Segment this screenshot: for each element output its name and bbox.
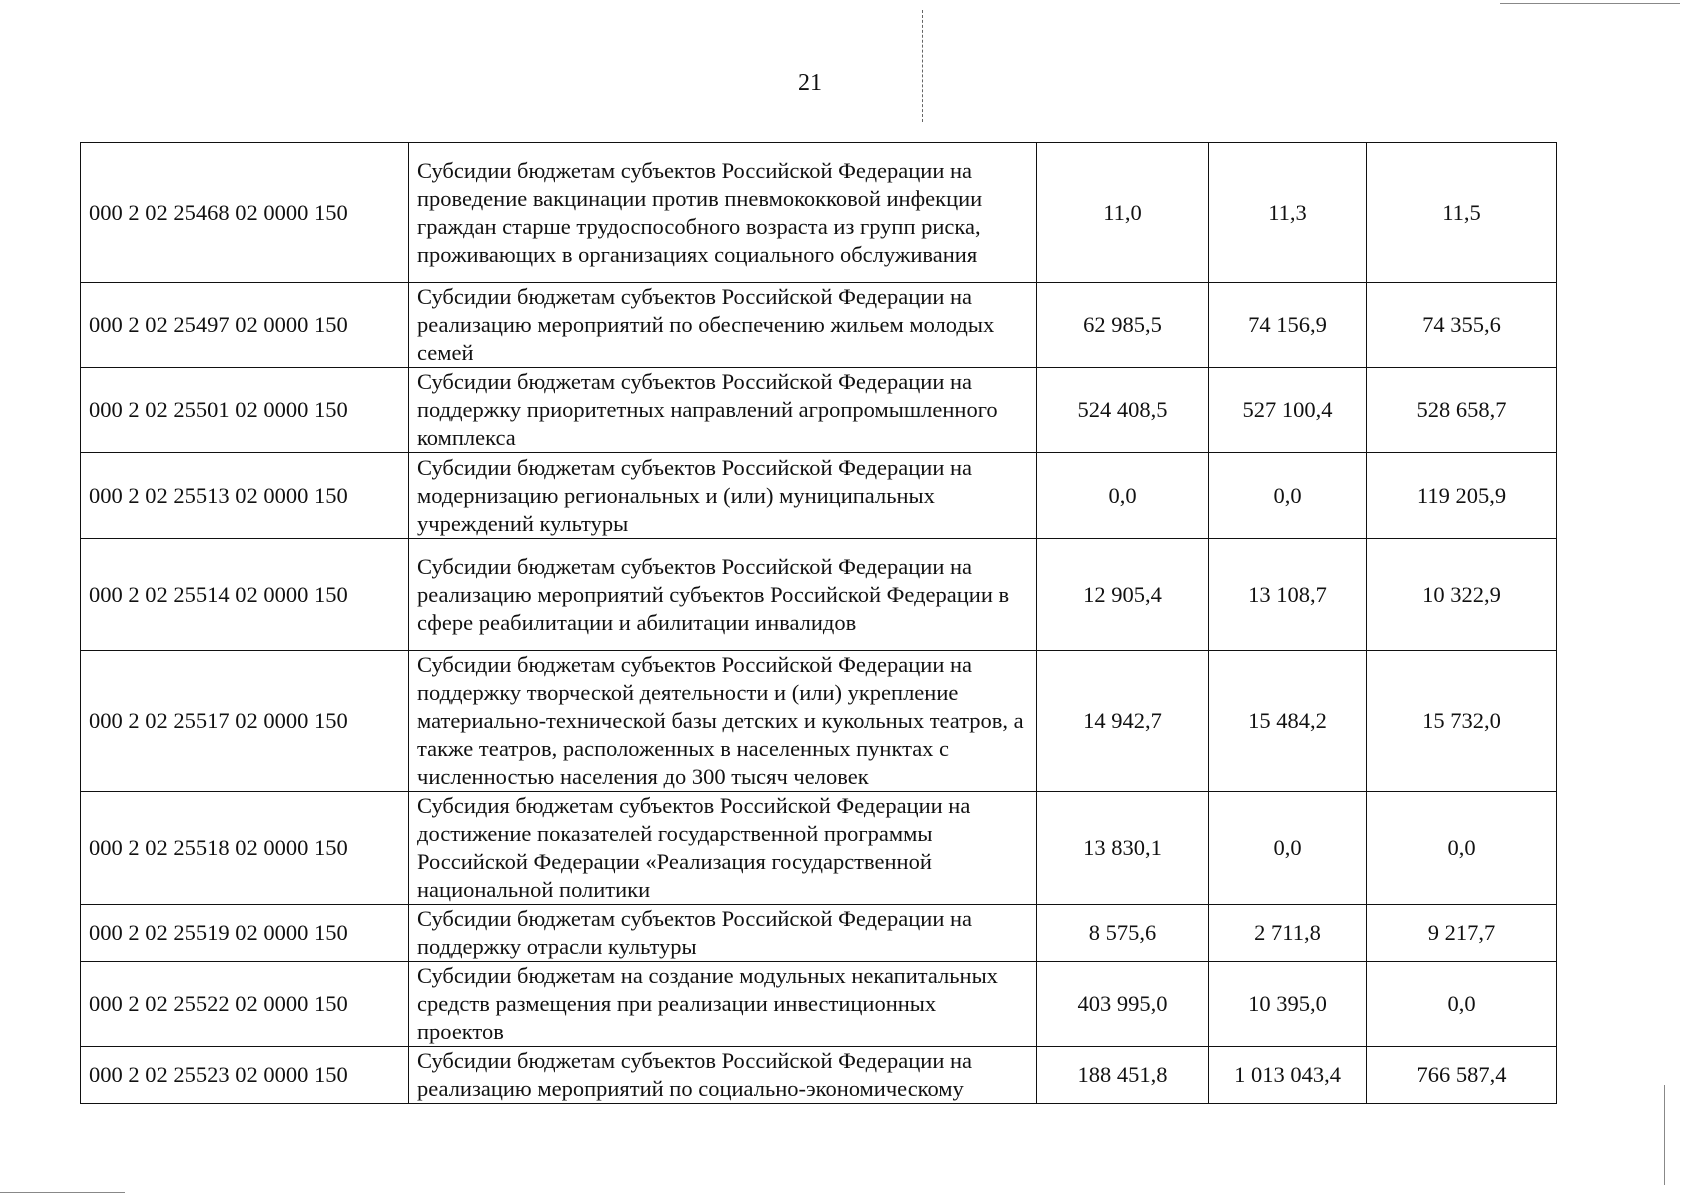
row-description: Субсидии бюджетам субъектов Российской Федерации на поддержку отрасли культуры bbox=[409, 905, 1037, 962]
value-col-3: 119 205,9 bbox=[1367, 453, 1557, 539]
value-col-3: 15 732,0 bbox=[1367, 651, 1557, 792]
value-col-3: 9 217,7 bbox=[1367, 905, 1557, 962]
table-row bbox=[81, 539, 1557, 651]
row-description: Субсидии бюджетам субъектов Российской Федерации на поддержку приоритетных направлений агропромышленного комплекса bbox=[409, 368, 1037, 453]
value-col-1: 0,0 bbox=[1037, 453, 1209, 539]
budget-code: 000 2 02 25513 02 0000 150 bbox=[81, 453, 409, 539]
value-col-1: 188 451,8 bbox=[1037, 1047, 1209, 1104]
budget-table bbox=[80, 142, 1557, 1104]
budget-code: 000 2 02 25517 02 0000 150 bbox=[81, 651, 409, 792]
budget-code: 000 2 02 25514 02 0000 150 bbox=[81, 539, 409, 651]
table-row bbox=[81, 283, 1557, 368]
budget-code: 000 2 02 25519 02 0000 150 bbox=[81, 905, 409, 962]
value-col-2: 15 484,2 bbox=[1209, 651, 1367, 792]
row-description: Субсидии бюджетам субъектов Российской Федерации на модернизацию региональных и (или) муниципальных учреждений культуры bbox=[409, 453, 1037, 539]
row-description: Субсидии бюджетам субъектов Российской Федерации на реализацию мероприятий по социально-экономическому bbox=[409, 1047, 1037, 1104]
budget-code: 000 2 02 25522 02 0000 150 bbox=[81, 962, 409, 1047]
value-col-1: 12 905,4 bbox=[1037, 539, 1209, 651]
table-row bbox=[81, 792, 1557, 905]
value-col-1: 403 995,0 bbox=[1037, 962, 1209, 1047]
value-col-3: 0,0 bbox=[1367, 792, 1557, 905]
value-col-2: 0,0 bbox=[1209, 453, 1367, 539]
budget-code: 000 2 02 25497 02 0000 150 bbox=[81, 283, 409, 368]
value-col-2: 2 711,8 bbox=[1209, 905, 1367, 962]
row-description: Субсидия бюджетам субъектов Российской Федерации на достижение показателей государственной программы Российской Федерации «Реализация государственной национальной политики bbox=[409, 792, 1037, 905]
page-number: 21 bbox=[798, 70, 822, 96]
row-description: Субсидии бюджетам субъектов Российской Федерации на поддержку творческой деятельности и (или) укрепление материально-технической базы детских и кукольных театров, а также театров, расположенных в населенных пунктах с численностью населения до 300 тысяч человек bbox=[409, 651, 1037, 792]
value-col-3: 74 355,6 bbox=[1367, 283, 1557, 368]
row-description: Субсидии бюджетам на создание модульных некапитальных средств размещения при реализации инвестиционных проектов bbox=[409, 962, 1037, 1047]
value-col-1: 14 942,7 bbox=[1037, 651, 1209, 792]
table-row bbox=[81, 651, 1557, 792]
value-col-2: 13 108,7 bbox=[1209, 539, 1367, 651]
value-col-2: 527 100,4 bbox=[1209, 368, 1367, 453]
budget-code: 000 2 02 25501 02 0000 150 bbox=[81, 368, 409, 453]
value-col-3: 0,0 bbox=[1367, 962, 1557, 1047]
value-col-1: 524 408,5 bbox=[1037, 368, 1209, 453]
table-row bbox=[81, 1047, 1557, 1104]
value-col-3: 528 658,7 bbox=[1367, 368, 1557, 453]
table-row bbox=[81, 962, 1557, 1047]
row-description: Субсидии бюджетам субъектов Российской Федерации на реализацию мероприятий субъектов Российской Федерации в сфере реабилитации и абилитации инвалидов bbox=[409, 539, 1037, 651]
table-row bbox=[81, 905, 1557, 962]
budget-code: 000 2 02 25518 02 0000 150 bbox=[81, 792, 409, 905]
row-description: Субсидии бюджетам субъектов Российской Федерации на проведение вакцинации против пневмококковой инфекции граждан старше трудоспособного возраста из групп риска, проживающих в организациях социального обслуживания bbox=[409, 143, 1037, 283]
value-col-3: 10 322,9 bbox=[1367, 539, 1557, 651]
scan-fold-line bbox=[922, 10, 923, 122]
value-col-3: 11,5 bbox=[1367, 143, 1557, 283]
value-col-3: 766 587,4 bbox=[1367, 1047, 1557, 1104]
scan-artifact-top-right bbox=[1500, 3, 1680, 4]
value-col-2: 0,0 bbox=[1209, 792, 1367, 905]
table-row bbox=[81, 453, 1557, 539]
value-col-2: 74 156,9 bbox=[1209, 283, 1367, 368]
table-row bbox=[81, 143, 1557, 283]
value-col-2: 1 013 043,4 bbox=[1209, 1047, 1367, 1104]
value-col-1: 11,0 bbox=[1037, 143, 1209, 283]
value-col-1: 13 830,1 bbox=[1037, 792, 1209, 905]
table-row bbox=[81, 368, 1557, 453]
budget-code: 000 2 02 25523 02 0000 150 bbox=[81, 1047, 409, 1104]
scan-artifact-right-edge bbox=[1664, 1085, 1665, 1185]
scan-artifact-bottom-left bbox=[0, 1192, 125, 1193]
value-col-2: 10 395,0 bbox=[1209, 962, 1367, 1047]
value-col-1: 62 985,5 bbox=[1037, 283, 1209, 368]
budget-code: 000 2 02 25468 02 0000 150 bbox=[81, 143, 409, 283]
row-description: Субсидии бюджетам субъектов Российской Федерации на реализацию мероприятий по обеспечению жильем молодых семей bbox=[409, 283, 1037, 368]
value-col-1: 8 575,6 bbox=[1037, 905, 1209, 962]
value-col-2: 11,3 bbox=[1209, 143, 1367, 283]
